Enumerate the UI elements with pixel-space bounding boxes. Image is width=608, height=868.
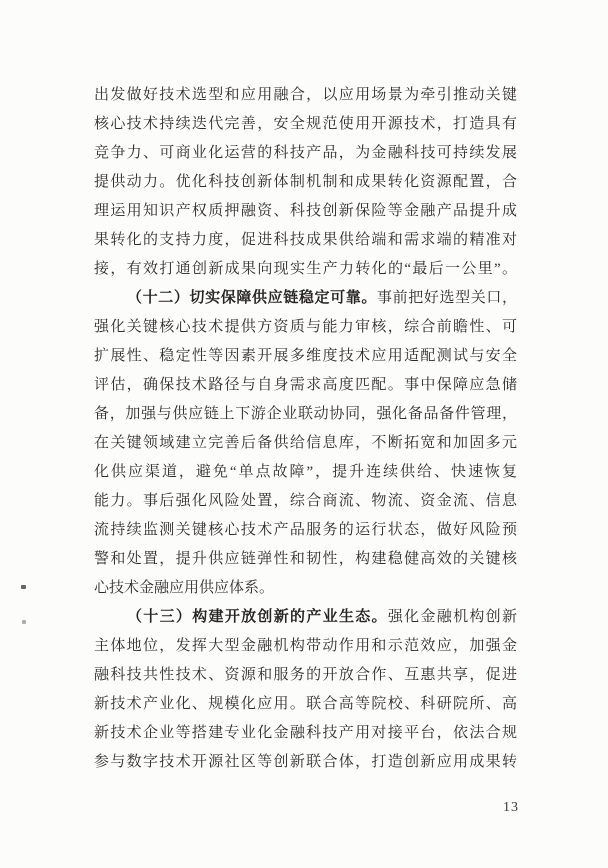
text-segment: 流持续监测关键核心技术产品服务的运行状态，做好风险预 <box>94 522 517 538</box>
text-line <box>94 197 517 226</box>
text-line <box>94 429 517 458</box>
text-line <box>94 81 517 110</box>
text-segment: 强化关键核心技术提供方资质与能力审核，综合前瞻性、可 <box>94 319 517 335</box>
section-heading-segment: （十三）构建开放创新的产业生态。 <box>127 609 388 625</box>
text-line <box>94 516 517 545</box>
text-line <box>94 603 517 632</box>
text-line <box>94 487 517 516</box>
text-line <box>94 545 517 574</box>
section-heading-segment: （十二）切实保障供应链稳定可靠。 <box>127 290 377 306</box>
scan-artifact-dot <box>21 585 26 589</box>
text-segment: 竞争力、可商业化运营的科技产品，为金融科技可持续发展 <box>94 145 517 161</box>
text-line <box>94 574 517 603</box>
text-line <box>94 719 517 748</box>
text-segment: 在关键领域建立完善后备供给信息库，不断拓宽和加固多元 <box>94 435 517 451</box>
text-segment: 主体地位，发挥大型金融机构带动作用和示范效应，加强金 <box>94 638 517 654</box>
text-segment: 能力。事后强化风险处置，综合商流、物流、资金流、信息 <box>94 493 517 509</box>
text-line <box>94 313 517 342</box>
text-segment: 果转化的支持力度，促进科技成果供给端和需求端的精准对 <box>94 232 517 248</box>
text-line <box>94 226 517 255</box>
text-segment: 理运用知识产权质押融资、科技创新保险等金融产品提升成 <box>94 203 517 219</box>
text-segment: 评估，确保技术路径与自身需求高度匹配。事中保障应急储 <box>94 377 517 393</box>
text-line <box>94 255 517 284</box>
text-segment: 核心技术持续迭代完善，安全规范使用开源技术，打造具有 <box>94 116 517 132</box>
text-line <box>94 400 517 429</box>
text-line <box>94 690 517 719</box>
text-line <box>94 458 517 487</box>
text-line <box>94 371 517 400</box>
text-segment: 新技术企业等搭建专业化金融科技产用对接平台，依法合规 <box>94 725 517 741</box>
text-segment: 心技术金融应用供应体系。 <box>94 580 275 596</box>
page-number: 13 <box>503 800 519 815</box>
text-line <box>94 110 517 139</box>
text-segment: 融科技共性技术、资源和服务的开放合作、互惠共享，促进 <box>94 667 517 683</box>
text-segment: 参与数字技术开源社区等创新联合体，打造创新应用成果转 <box>94 754 517 770</box>
text-segment: 化供应渠道，避免“单点故障”，提升连续供给、快速恢复 <box>94 464 517 480</box>
text-segment: 事前把好选型关口， <box>376 290 517 306</box>
scan-artifact-dot <box>22 620 26 624</box>
text-segment: 提供动力。优化科技创新体制机制和成果转化资源配置，合 <box>94 174 517 190</box>
text-segment: 出发做好技术选型和应用融合，以应用场景为牵引推动关键 <box>94 87 517 103</box>
text-line <box>94 632 517 661</box>
text-line <box>94 168 517 197</box>
text-segment: 警和处置，提升供应链弹性和韧性，构建稳健高效的关键核 <box>94 551 517 567</box>
text-line <box>94 139 517 168</box>
text-line <box>94 342 517 371</box>
text-segment: 备，加强与供应链上下游企业联动协同，强化备品备件管理， <box>94 406 517 422</box>
page-text <box>94 81 517 777</box>
text-segment: 接，有效打通创新成果向现实生产力转化的“最后一公里”。 <box>94 261 517 277</box>
text-segment: 强化金融机构创新 <box>387 609 517 625</box>
text-segment: 新技术产业化、规模化应用。联合高等院校、科研院所、高 <box>94 696 517 712</box>
text-line <box>94 284 517 313</box>
text-line <box>94 661 517 690</box>
text-line <box>94 748 517 777</box>
text-segment: 扩展性、稳定性等因素开展多维度技术应用适配测试与安全 <box>94 348 517 364</box>
